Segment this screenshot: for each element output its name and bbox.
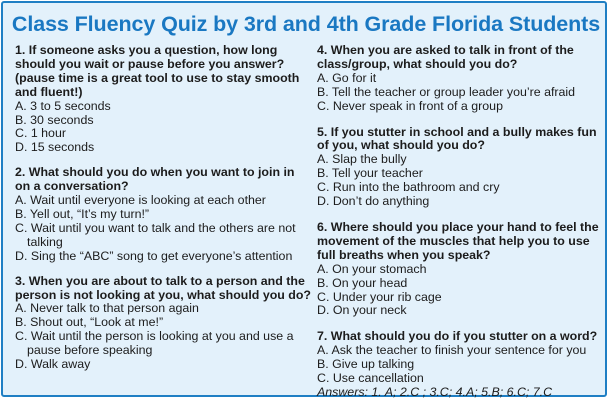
question-text: 1. If someone asks you a question, how long should you wait or pause before you answer? (pause time is a great tool to use to stay smooth and fluent!)	[15, 43, 300, 99]
option-c: C. Wait until you want to talk and the others are not talking	[15, 220, 296, 249]
option-d: D. On your neck	[317, 303, 407, 318]
option-d: D. Don’t do anything	[317, 194, 430, 209]
question-6	[317, 221, 605, 318]
option-b: B. 30 seconds	[15, 112, 94, 127]
option-c: C. 1 hour	[15, 126, 66, 141]
option-a: A. On your stomach	[317, 261, 427, 276]
question-text: 6. Where should you place your hand to feel the movement of the muscles that help you to use full breaths when you speak?	[317, 219, 599, 262]
question-3	[15, 275, 311, 372]
option-b: B. On your head	[317, 275, 408, 290]
quiz-title: Class Fluency Quiz by 3rd and 4th Grade Florida Students	[11, 12, 601, 36]
question-2	[15, 166, 311, 263]
option-c: C. Under your rib cage	[317, 289, 442, 304]
option-c: C. Wait until the person is looking at you and use a pause before speaking	[15, 329, 294, 358]
option-a: A. Ask the teacher to finish your sentence for you	[317, 343, 587, 358]
option-b: B. Give up talking	[317, 357, 415, 372]
option-a: A. Never talk to that person again	[15, 301, 199, 316]
question-7	[317, 330, 605, 400]
option-d: D. 15 seconds	[15, 140, 95, 155]
question-text: 2. What should you do when you want to join in on a conversation?	[15, 165, 295, 194]
answer-key: Answers: 1. A; 2.C ; 3.C; 4.A; 5.B; 6.C; 7.C	[317, 384, 553, 399]
option-c: C. Never speak in front of a group	[317, 98, 503, 113]
option-d: D. Walk away	[15, 357, 91, 372]
option-a: A. Go for it	[317, 70, 377, 85]
option-a: A. Slap the bully	[317, 152, 407, 167]
question-text: 3. When you are about to talk to a person and the person is not looking at you, what should you do?	[15, 273, 311, 302]
option-b: B. Shout out, “Look at me!”	[15, 315, 164, 330]
question-text: 7. What should you do if you stutter on a word?	[317, 329, 598, 344]
option-b: B. Tell the teacher or group leader you’re afraid	[317, 84, 576, 99]
quiz-card	[1, 1, 607, 397]
option-a: A. Wait until everyone is looking at each other	[15, 193, 266, 208]
question-text: 4. When you are asked to talk in front of the class/group, what should you do?	[317, 43, 574, 71]
question-1	[15, 44, 311, 155]
question-5	[317, 126, 605, 209]
option-d: D. Sing the “ABC” song to get everyone’s attention	[15, 248, 293, 263]
right-column	[317, 44, 605, 412]
option-c: C. Run into the bathroom and cry	[317, 180, 500, 195]
option-b: B. Tell your teacher	[317, 166, 423, 181]
option-c: C. Use cancellation	[317, 371, 424, 386]
question-4	[317, 44, 605, 114]
left-column	[15, 44, 311, 383]
option-b: B. Yell out, “It’s my turn!”	[15, 206, 150, 221]
question-text: 5. If you stutter in school and a bully makes fun of you, what should you do?	[317, 124, 597, 153]
option-a: A. 3 to 5 seconds	[15, 98, 111, 113]
